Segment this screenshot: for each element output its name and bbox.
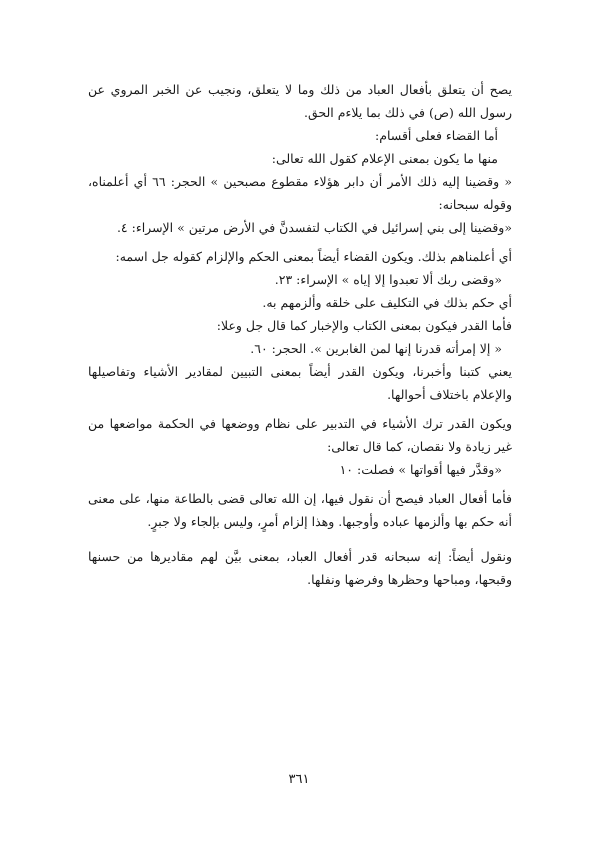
paragraph: يعني كتبنا وأخبرنا، ويكون القدر أيضاً بمعنى التبيين لمقادير الأشياء وتفاصيلها والإعلام باختلاف أحوالها. [88,364,512,402]
paragraph: ويكون القدر ترك الأشياء في التدبير على نظام ووضعها في الحكمة مواضعها من غير زيادة ولا نقصان، كما قال تعالى: [88,416,512,454]
paragraph: منها ما يكون بمعنى الإعلام كقول الله تعالى: [271,151,498,166]
paragraph: فأما القدر فيكون بمعنى الكتاب والإخبار كما قال جل وعلا: [216,318,512,333]
paragraph: «وقدَّر فيها أقواتها » فصلت: ١٠ [339,462,502,477]
paragraph: أما القضاء فعلى أقسام: [375,128,498,143]
paragraph: أي حكم بذلك في التكليف على خلقه وألزمهم به. [262,295,512,310]
page-body [88,78,512,591]
paragraph: أي أعلمناهم بذلك. ويكون القضاء أيضاً بمعنى الحكم والإلزام كقوله جل اسمه: [115,249,512,264]
paragraph: « إلا إمرأته قدرنا إنها لمن الغابرين ». الحجر: ٦٠. [250,341,502,356]
paragraph: يصح أن يتعلق بأفعال العباد من ذلك وما لا يتعلق، ونجيب عن الخبر المروي عن رسول الله (ص) في ذلك بما يلاءم الحق. [88,82,512,120]
paragraph: ونقول أيضاً: إنه سبحانه قدر أفعال العباد، بمعنى بيَّن لهم مقاديرها من حسنها وقبحها، ومباحها وحظرها وفرضها ونفلها. [88,549,512,587]
paragraph: «وقضى ربك ألا تعبدوا إلا إياه » الإسراء: ٢٣. [274,272,502,287]
paragraph: فأما أفعال العباد فيصح أن نقول فيها، إن الله تعالى قضى بالطاعة منها، على معنى أنه حكم بها وألزمها عباده وأوجبها. وهذا إلزام أمرٍ، وليس بإلجاء ولا جبرٍ. [88,491,512,529]
page-number: ٣٦١ [288,772,310,787]
paragraph: «وقضينا إلى بني إسرائيل في الكتاب لتفسدنَّ في الأرض مرتين » الإسراء: ٤. [116,220,512,235]
paragraph: « وقضينا إليه ذلك الأمر أن دابر هؤلاء مقطوع مصبحين » الحجر: ٦٦ أي أعلمناه، وقوله سبحانه: [88,174,513,212]
